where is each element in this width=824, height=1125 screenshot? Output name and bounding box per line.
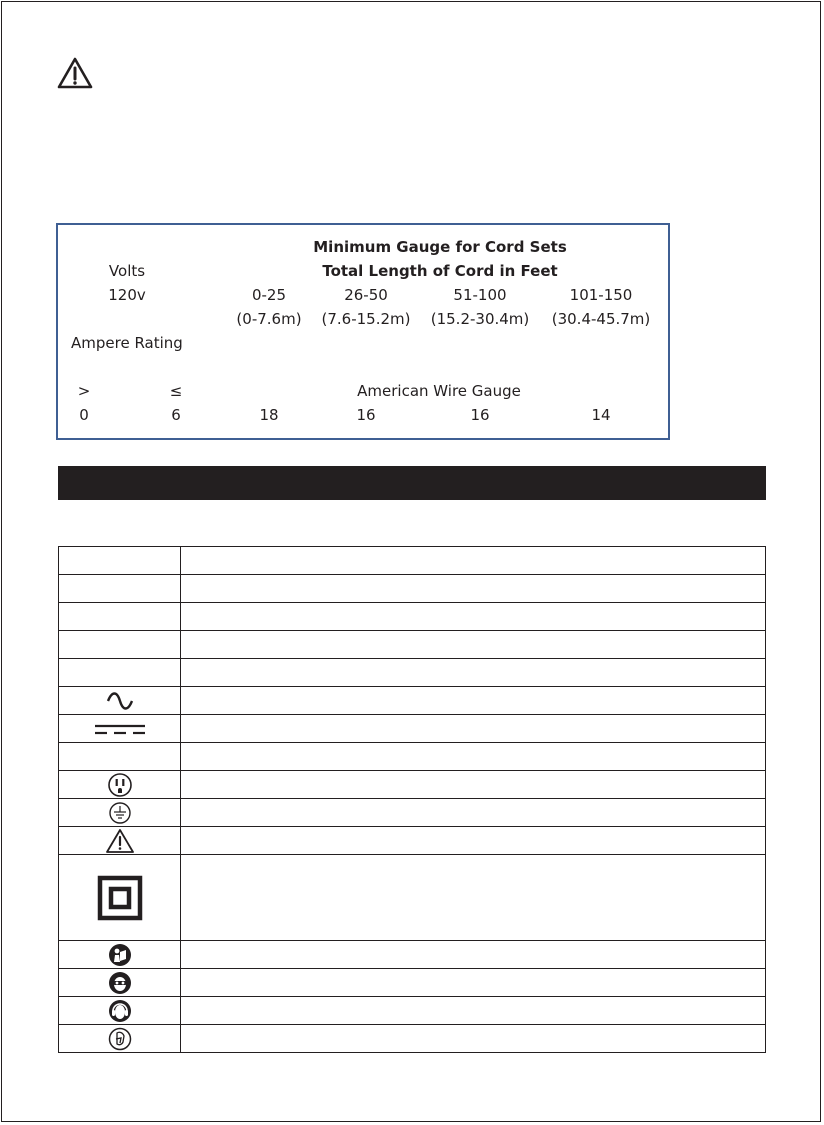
symbol-cell	[59, 547, 181, 575]
cord-gauge-table	[56, 223, 670, 440]
description-cell	[181, 1025, 766, 1053]
american-wire-gauge-label: American Wire Gauge	[357, 382, 521, 400]
description-cell	[181, 799, 766, 827]
description-cell	[181, 855, 766, 941]
symbol-cell	[59, 969, 181, 997]
gauge-value: 18	[259, 406, 279, 424]
description-cell	[181, 743, 766, 771]
description-cell	[181, 575, 766, 603]
symbol-cell	[59, 799, 181, 827]
cord-table-title: Minimum Gauge for Cord Sets	[313, 238, 567, 256]
range-ft: 101-150	[569, 286, 633, 304]
volts-value: 120v	[108, 286, 146, 304]
table-row	[59, 799, 766, 827]
cord-table-subtitle: Total Length of Cord in Feet	[322, 262, 558, 280]
range-ft: 26-50	[344, 286, 388, 304]
ampere-rating-label: Ampere Rating	[71, 334, 183, 352]
table-row	[59, 715, 766, 743]
symbols-table	[58, 546, 766, 1053]
description-cell	[181, 547, 766, 575]
table-row	[59, 743, 766, 771]
symbol-cell	[59, 575, 181, 603]
table-row	[59, 603, 766, 631]
table-row	[59, 631, 766, 659]
symbol-cell	[59, 997, 181, 1025]
description-cell	[181, 827, 766, 855]
section-header-bar	[58, 466, 766, 500]
description-cell	[181, 687, 766, 715]
outlet-icon	[107, 772, 133, 798]
table-row	[59, 855, 766, 941]
description-cell	[181, 941, 766, 969]
table-row	[59, 997, 766, 1025]
table-row	[59, 1025, 766, 1053]
range-metric: (7.6-15.2m)	[321, 310, 411, 328]
gauge-value: 16	[356, 406, 376, 424]
range-metric: (30.4-45.7m)	[551, 310, 651, 328]
direct-current-icon	[92, 718, 148, 740]
ground-icon	[108, 801, 132, 825]
symbol-cell	[59, 659, 181, 687]
table-row	[59, 547, 766, 575]
gauge-value: 14	[591, 406, 611, 424]
symbol-cell	[59, 855, 181, 941]
warning-triangle-icon	[105, 828, 135, 854]
symbol-cell	[59, 715, 181, 743]
table-row	[59, 969, 766, 997]
description-cell	[181, 771, 766, 799]
table-row	[59, 687, 766, 715]
description-cell	[181, 603, 766, 631]
alternating-current-icon	[103, 690, 137, 712]
ear-protection-icon	[108, 999, 132, 1023]
greater-than-symbol: >	[77, 382, 91, 400]
amp-min: 0	[79, 406, 89, 424]
symbol-cell	[59, 743, 181, 771]
volts-label: Volts	[108, 262, 146, 280]
description-cell	[181, 659, 766, 687]
symbol-cell	[59, 941, 181, 969]
description-cell	[181, 715, 766, 743]
symbol-cell	[59, 827, 181, 855]
symbol-cell	[59, 687, 181, 715]
class-ii-double-insulation-icon	[97, 875, 143, 921]
less-equal-symbol: ≤	[169, 382, 183, 400]
table-row	[59, 575, 766, 603]
range-ft: 51-100	[453, 286, 507, 304]
gauge-value: 16	[470, 406, 490, 424]
amp-max: 6	[171, 406, 181, 424]
table-row	[59, 659, 766, 687]
table-row	[59, 941, 766, 969]
range-metric: (0-7.6m)	[236, 310, 302, 328]
range-ft: 0-25	[251, 286, 287, 304]
symbol-cell	[59, 631, 181, 659]
description-cell	[181, 997, 766, 1025]
description-cell	[181, 631, 766, 659]
symbol-cell	[59, 603, 181, 631]
eye-protection-icon	[108, 971, 132, 995]
table-row	[59, 827, 766, 855]
dust-mask-icon	[108, 1027, 132, 1051]
warning-triangle-icon	[57, 56, 93, 90]
range-metric: (15.2-30.4m)	[430, 310, 530, 328]
symbol-cell	[59, 1025, 181, 1053]
symbol-cell	[59, 771, 181, 799]
table-row	[59, 771, 766, 799]
description-cell	[181, 969, 766, 997]
read-manual-icon	[108, 943, 132, 967]
